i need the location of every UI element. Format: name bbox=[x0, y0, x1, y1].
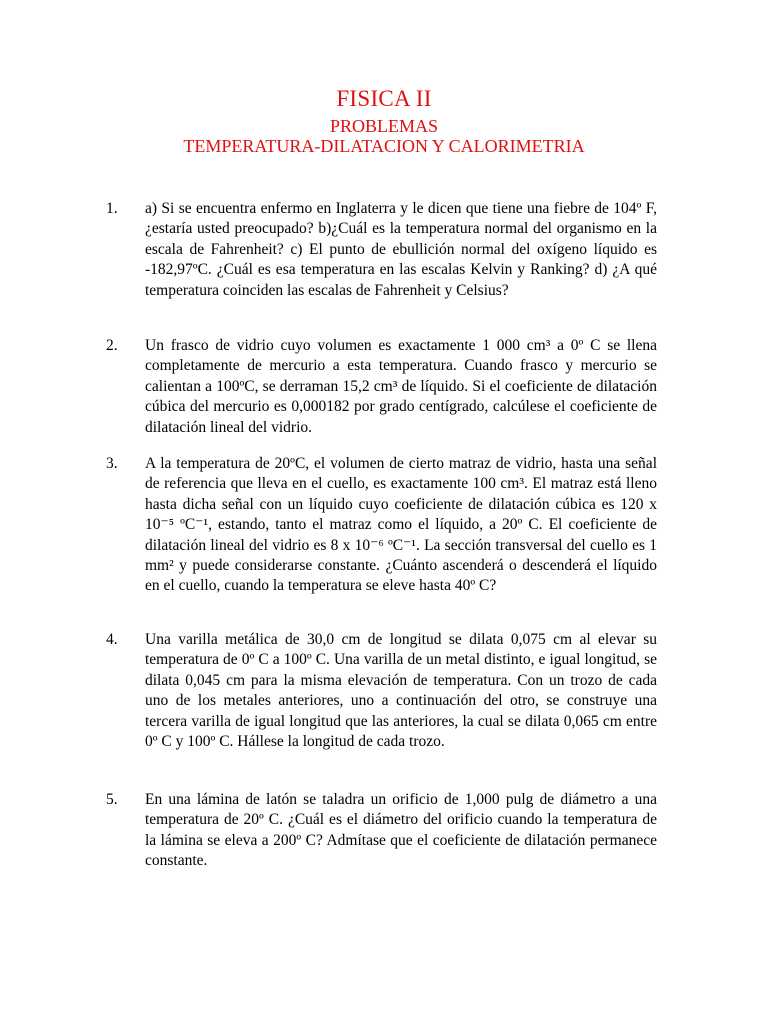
problem-text: En una lámina de latón se taladra un orificio de 1,000 pulg de diámetro a una temperatura de 20º C. ¿Cuál es el diámetro del orificio cuando la temperatura de la lámina se eleva a 200º C? Admítase que el coeficiente de dilatación permanece constante. bbox=[145, 791, 657, 870]
problem-number: 5. bbox=[106, 791, 118, 808]
problem-text: Un frasco de vidrio cuyo volumen es exactamente 1 000 cm³ a 0º C se llena completamente de mercurio a esta temperatura. Cuando frasco y mercurio se calientan a 100ºC, se derraman 15,2 cm³ de líquido. Si el coeficiente de dilatación cúbica del mercurio es 0,000182 por grado centígrado, calcúlese el coeficiente de dilatación lineal del vidrio. bbox=[145, 337, 657, 436]
problem-text: a) Si se encuentra enfermo en Inglaterra y le dicen que tiene una fiebre de 104º F, ¿estaría usted preocupado? b)¿Cuál es la temperatura normal del organismo en la escala de Fahrenheit? c) El punto de ebullición normal del oxígeno líquido es -182,97ºC. ¿Cuál es esa temperatura en las escalas Kelvin y Ranking? d) ¿A qué temperatura coinciden las escalas de Fahrenheit y Celsius? bbox=[145, 200, 657, 299]
problem-number: 2. bbox=[106, 337, 118, 354]
page-subtitle: PROBLEMAS bbox=[329, 116, 439, 136]
problem-text: A la temperatura de 20ºC, el volumen de cierto matraz de vidrio, hasta una señal de referencia que lleva en el cuello, es exactamente 100 cm³. El matraz está lleno hasta dicha señal con un líquido cuyo coeficiente de dilatación cúbica es 120 x 10⁻⁵ ºC⁻¹, estando, tanto el matraz como el líquido, a 20º C. El coeficiente de dilatación lineal del vidrio es 8 x 10⁻⁶ ºC⁻¹. La sección transversal del cuello es 1 mm² y puede considerarse constante. ¿Cuánto ascenderá o descenderá el líquido en el cuello, cuando la temperatura se eleve hasta 40º C? bbox=[145, 455, 657, 595]
problem-number: 4. bbox=[106, 631, 118, 648]
problem-number: 3. bbox=[106, 455, 118, 472]
page-title: FISICA II bbox=[336, 86, 432, 111]
page-topic: TEMPERATURA-DILATACION Y CALORIMETRIA bbox=[183, 136, 585, 156]
problem-text: Una varilla metálica de 30,0 cm de longitud se dilata 0,075 cm al elevar su temperatura de 0º C a 100º C. Una varilla de un metal distinto, e igual longitud, se dilata 0,045 cm para la misma elevación de temperatura. Con un trozo de cada uno de los metales anteriores, uno a continuación del otro, se construye una tercera varilla de igual longitud que las anteriores, la cual se dilata 0,065 cm entre 0º C y 100º C. Hállese la longitud de cada trozo. bbox=[145, 631, 657, 751]
problem-number: 1. bbox=[106, 200, 118, 217]
